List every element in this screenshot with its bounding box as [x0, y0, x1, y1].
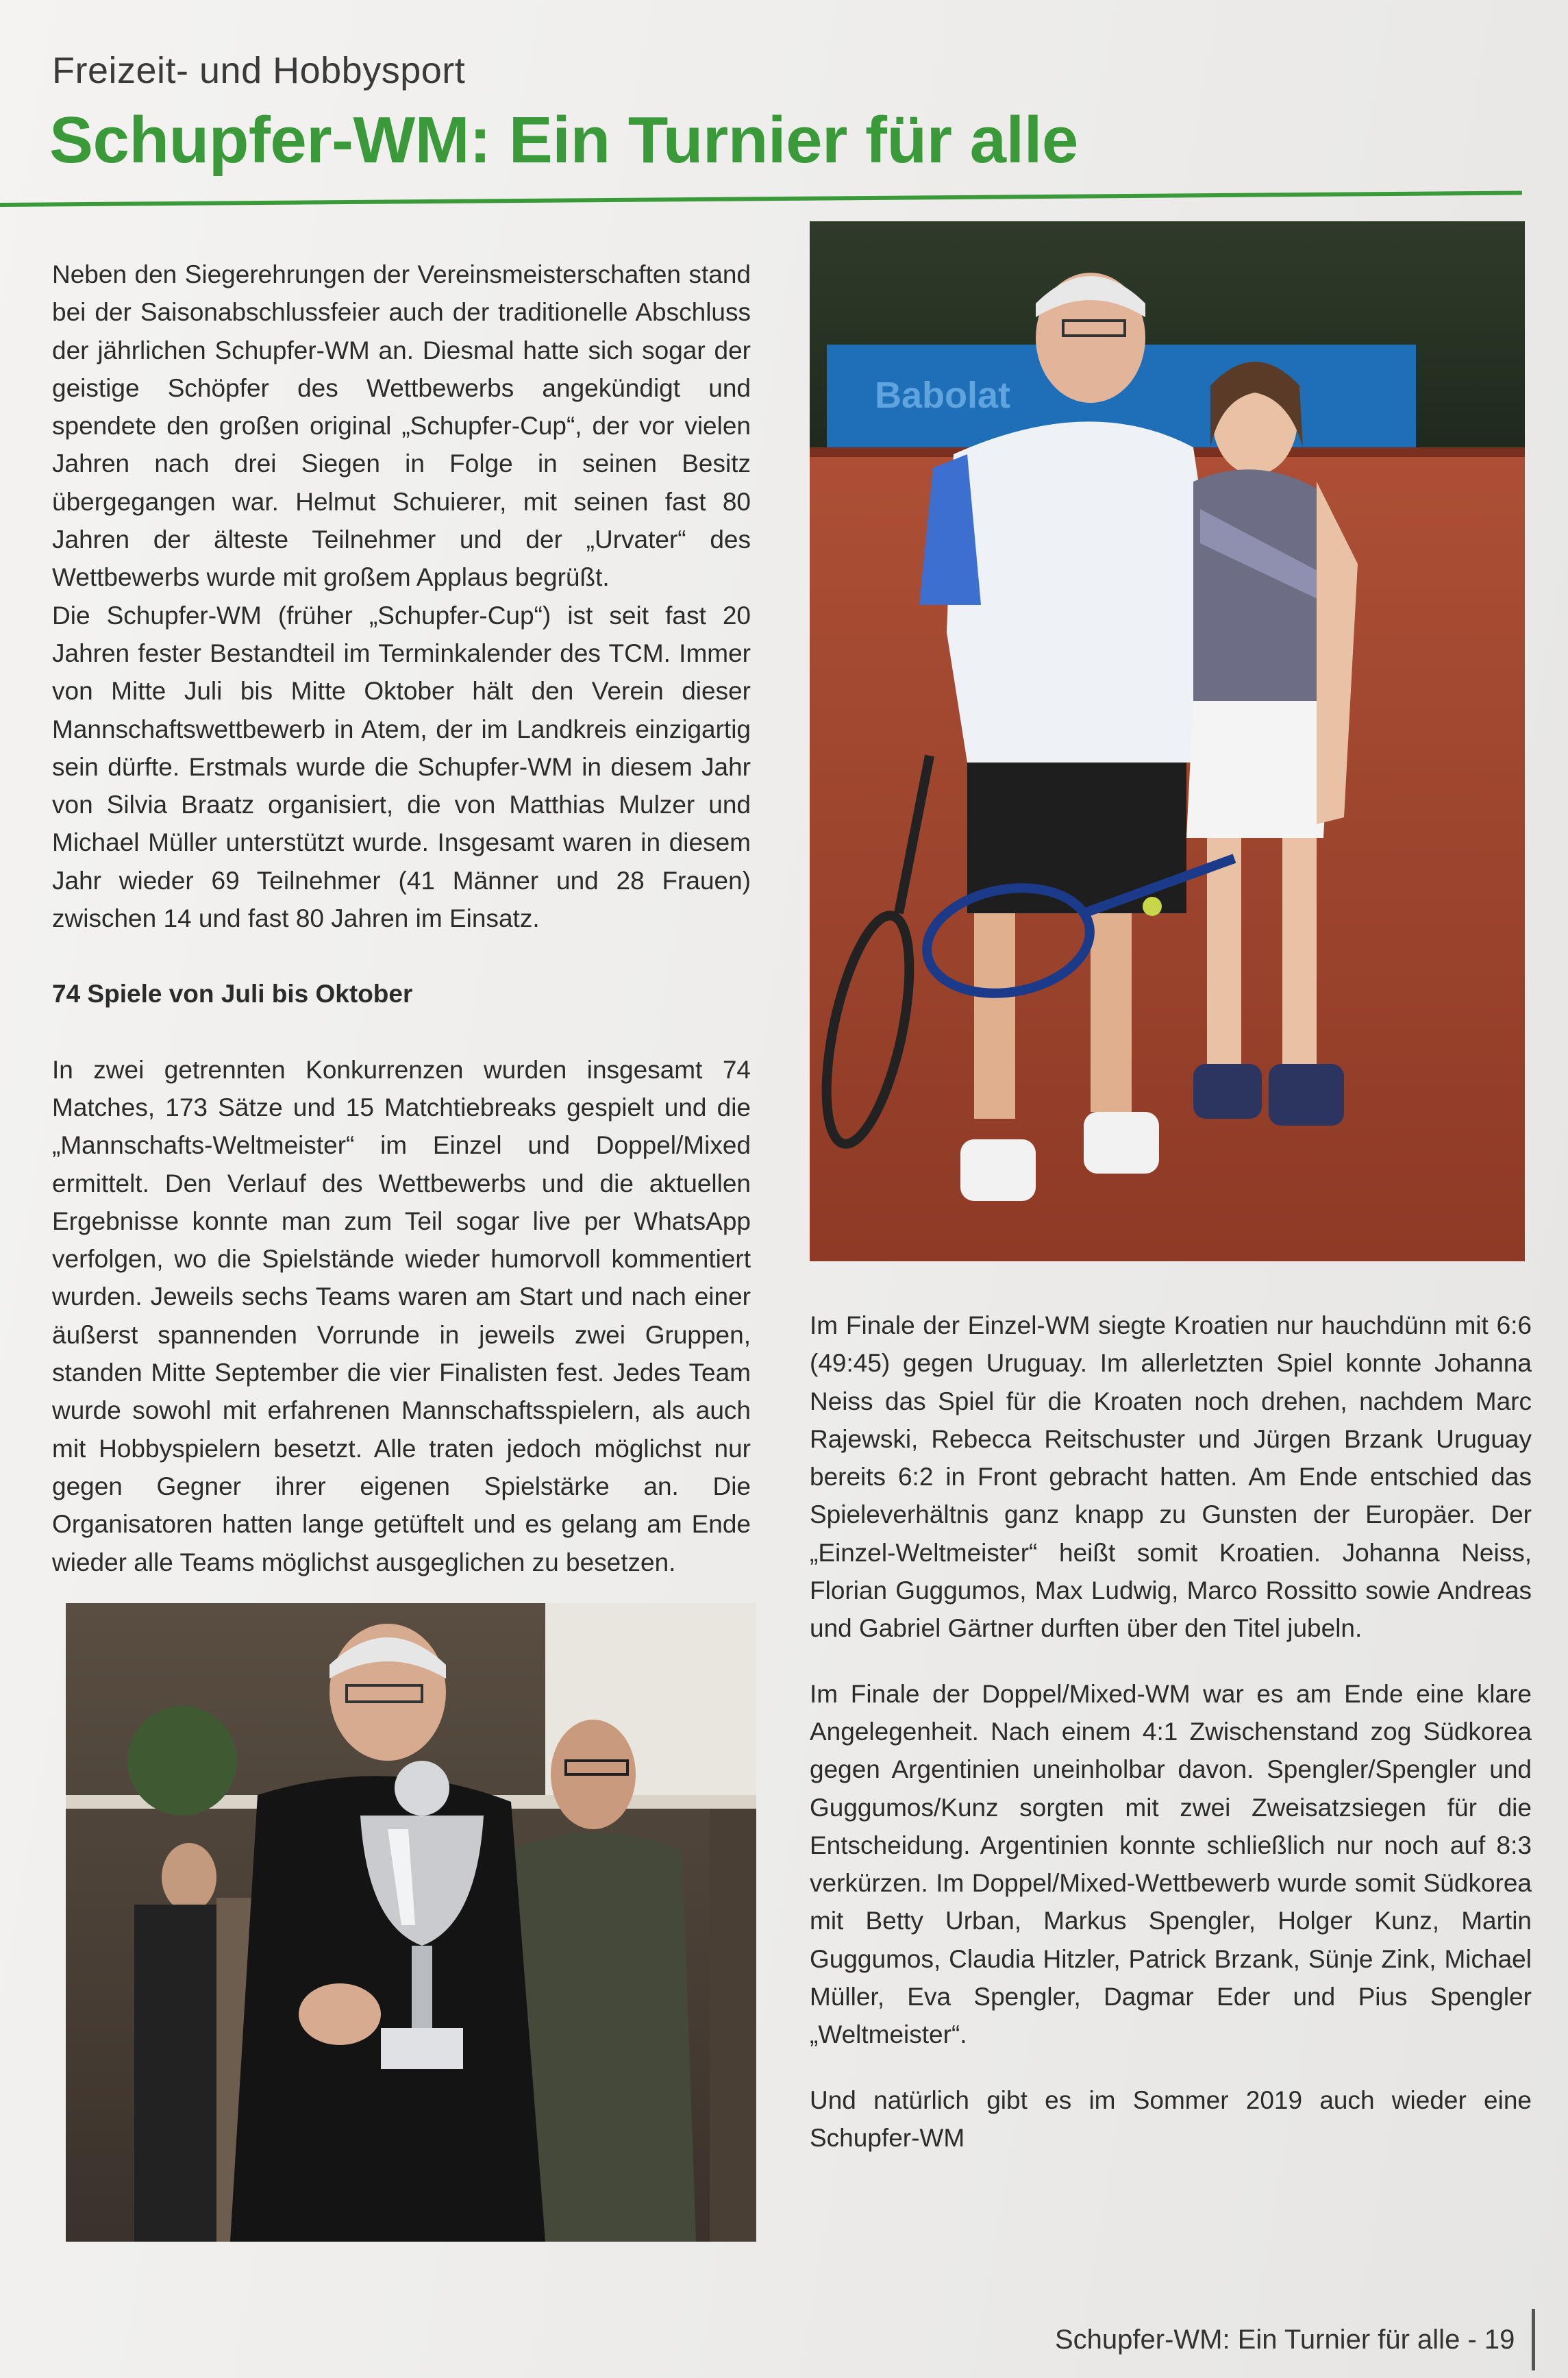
outro-paragraph: Und natürlich gibt es im Sommer 2019 auch wieder eine Schupfer-WM: [810, 2085, 1532, 2152]
history-paragraph: Die Schupfer-WM (früher „Schupfer-Cup“) ist seit fast 20 Jahren fester Bestandteil im Terminkalender des TCM. Immer von Mitte Juli bis Mitte Oktober hält den Verein dieser Mannschaftswettbewerb in Atem, der im Landkreis einzigartig sein dürfte. Erstmals wurde die Schupfer-WM in diesem Jahr von Silvia Braatz organisiert, die von Matthias Mulzer und Michael Müller unterstützt wurde. Insgesamt waren in diesem Jahr wieder 69 Teilnehmer (41 Männer und 28 Frauen) zwischen 14 und fast 80 Jahren im Einsatz.: [52, 601, 751, 933]
tennis-photo-illustration: [810, 221, 1525, 1261]
competition-paragraph: In zwei getrennten Konkurrenzen wurden insgesamt 74 Matches, 173 Sätze und 15 Matchtiebreaks gespielt und die „Mannschafts-Weltmeister“ im Einzel und Doppel/Mixed ermittelt. Den Verlauf des Wettbewerbs und die aktuellen Ergebnisse konnte man zum Teil sogar live per WhatsApp verfolgen, wo die Spielstände wieder humorvoll kommentiert wurden. Jeweils sechs Teams waren am Start und nach einer äußerst spannenden Vorrunde in jeweils zwei Gruppen, standen Mitte September die vier Finalisten fest. Jedes Team wurde sowohl mit erfahrenen Mannschaftsspielern, als auch mit Hobbyspielern besetzt. Alle traten jedoch möglichst nur gegen Gegner ihrer eigenen Spielstärke an. Die Organisatoren hatten lange getüftelt und es gelang am Ende wieder alle Teams möglichst ausgeglichen zu besetzen.: [52, 1055, 751, 1576]
page-footer: [1055, 2325, 1515, 2355]
trophy-photo-illustration: [66, 1603, 756, 2242]
intro-paragraph: Neben den Siegerehrungen der Vereinsmeisterschaften stand bei der Saisonabschlussfeier auch der traditionelle Abschluss der jährlichen Schupfer-WM an. Diesmal hatte sich sogar der geistige Schöpfer des Wettbewerbs angekündigt und spendete den großen original „Schupfer-Cup“, der vor vielen Jahren nach drei Siegen in Folge in seinen Besitz übergegangen war. Helmut Schuierer, mit seinen fast 80 Jahren der älteste Teilnehmer und der „Urvater“ des Wettbewerbs wurde mit großem Applaus begrüßt.: [52, 260, 751, 592]
footer-running-title: Schupfer-WM: Ein Turnier für alle: [1055, 2325, 1460, 2355]
einzel-final-paragraph: Im Finale der Einzel-WM siegte Kroatien nur hauchdünn mit 6:6 (49:45) gegen Uruguay. Im allerletzten Spiel konnte Johanna Neiss das Spiel für die Kroaten noch drehen, nachdem Marc Rajewski, Rebecca Reitschuster und Jürgen Brzank Uruguay bereits 6:2 in Front gebracht hatten. Am Ende entschied das Spieleverhältnis ganz knapp zu Gunsten der Europäer. Der „Einzel-Weltmeister“ heißt somit Kroatien. Johanna Neiss, Florian Guggumos, Max Ludwig, Marco Rossitto sowie Andreas und Gabriel Gärtner durften über den Titel jubeln.: [810, 1311, 1532, 1643]
section-kicker: Freizeit- und Hobbysport: [52, 50, 466, 91]
article-headline: Schupfer-WM: Ein Turnier für alle: [49, 103, 1078, 177]
trophy-ceremony-photo: [66, 1603, 756, 2242]
tennis-players-photo: [810, 221, 1525, 1261]
footer-page-number: - 19: [1467, 2325, 1515, 2355]
doppel-final-paragraph: Im Finale der Doppel/Mixed-WM war es am Ende eine klare Angelegenheit. Nach einem 4:1 Zwischenstand zog Südkorea gegen Argentinien uneinholbar davon. Spengler/Spengler und Guggumos/Kunz sorgten mit zwei Zweisatzsiegen für die Entscheidung. Argentinien konnte schließlich nur noch auf 8:3 verkürzen. Im Doppel/Mixed-Wettbewerb wurde somit Südkorea mit Betty Urban, Markus Spengler, Holger Kunz, Martin Guggumos, Claudia Hitzler, Patrick Brzank, Sünje Zink, Michael Müller, Eva Spengler, Dagmar Eder und Pius Spengler „Weltmeister“.: [810, 1679, 1532, 2049]
footer-divider: [1532, 2309, 1535, 2370]
banner-text: Babolat: [875, 375, 1011, 416]
section-subheading: 74 Spiele von Juli bis Oktober: [52, 980, 413, 1008]
right-text-column: [810, 1306, 1532, 2157]
left-text-column: [52, 256, 751, 1581]
